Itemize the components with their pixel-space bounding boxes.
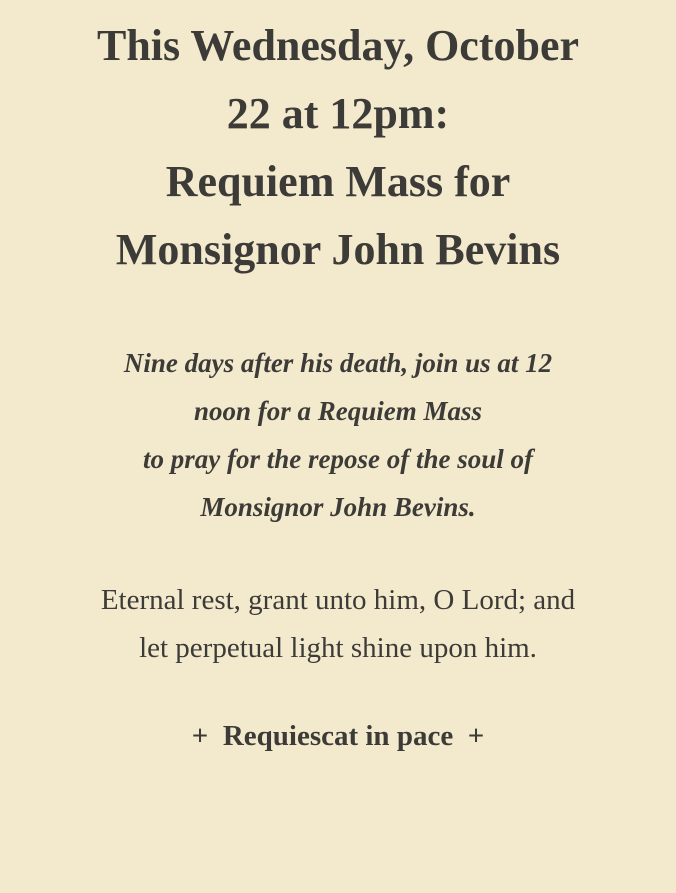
headline-date-line2: 22 at 12pm: bbox=[226, 89, 450, 138]
headline-event-line2: Monsignor John Bevins bbox=[115, 225, 561, 274]
cross-left-icon: + bbox=[191, 720, 209, 752]
closing-line bbox=[0, 716, 676, 756]
intro-line: Monsignor John Bevins. bbox=[200, 492, 476, 522]
prayer-paragraph bbox=[18, 576, 658, 672]
intro-line: to pray for the repose of the soul of bbox=[143, 444, 533, 474]
headline-date-line1: This Wednesday, October bbox=[96, 21, 580, 70]
intro-line: Nine days after his death, join us at 12 bbox=[123, 348, 553, 378]
intro-line: noon for a Requiem Mass bbox=[193, 396, 483, 426]
intro-paragraph bbox=[38, 339, 638, 531]
headline bbox=[38, 12, 638, 284]
prayer-line: Eternal rest, grant unto him, O Lord; and bbox=[100, 584, 576, 616]
closing-text: Requiescat in pace bbox=[222, 720, 454, 752]
cross-right-icon: + bbox=[467, 720, 485, 752]
headline-event-line1: Requiem Mass for bbox=[165, 157, 511, 206]
prayer-line: let perpetual light shine upon him. bbox=[139, 632, 537, 664]
